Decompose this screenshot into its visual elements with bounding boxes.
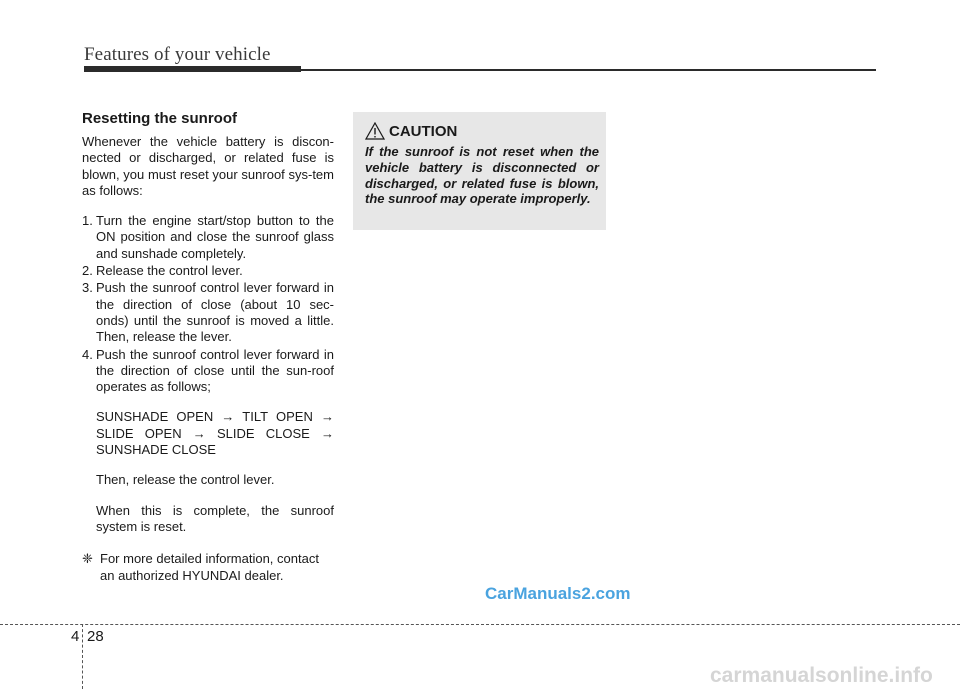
step-text: Push the sunroof control lever forward in the direction of close until the sun-roof operates as follows; (96, 346, 334, 395)
intro-paragraph: Whenever the vehicle battery is discon-nected or discharged, or related fuse is blown, you must reset your sunroof sys-tem as follows: (82, 134, 334, 198)
completion-text: When this is complete, the sunroof system is reset. (96, 502, 334, 534)
step-number: 1. (82, 213, 93, 229)
step-text: Release the control lever. (96, 263, 243, 279)
step-number: 2. (82, 263, 93, 279)
page-header-title: Features of your vehicle (84, 44, 271, 65)
caution-heading (365, 122, 457, 140)
watermark-bottom: carmanualsonline.info (710, 664, 933, 687)
list-item (82, 213, 334, 262)
caution-text: If the sunroof is not reset when the vehicle battery is disconnected or discharged, or related fuse is blown, the sunroof may operate improperly. (365, 144, 599, 207)
step-number: 4. (82, 346, 93, 362)
list-item (82, 263, 334, 279)
caution-title: CAUTION (389, 122, 458, 140)
note-symbol: ❈ (82, 551, 93, 567)
warning-triangle-icon (365, 122, 385, 140)
steps-list (82, 213, 334, 395)
step-number: 3. (82, 280, 93, 296)
note-text: For more detailed information, contact an authorized HYUNDAI dealer. (100, 551, 319, 583)
list-item (82, 347, 334, 396)
footer-rule (0, 624, 960, 625)
dealer-note (82, 551, 334, 584)
header-rule-thick (84, 66, 301, 72)
page-number: 28 (87, 628, 104, 645)
caution-box (353, 112, 606, 230)
footer-divider (82, 624, 83, 689)
step-text: Push the sunroof control lever forward in the direction of close (about 10 sec-onds) until the sunroof is moved a little. Then, release the lever. (96, 280, 334, 345)
release-instruction: Then, release the control lever. (96, 472, 275, 488)
section-heading: Resetting the sunroof (82, 110, 238, 127)
chapter-number: 4 (71, 628, 80, 645)
watermark-center: CarManuals2.com (485, 584, 631, 603)
header-rule-thin (301, 69, 876, 71)
list-item (82, 280, 334, 345)
step-text: Turn the engine start/stop button to the ON position and close the sunroof glass and sunshade completely. (96, 213, 334, 261)
left-column (82, 110, 334, 584)
operation-sequence: SUNSHADE OPEN → TILT OPEN → SLIDE OPEN → SLIDE CLOSE → SUNSHADE CLOSE (96, 409, 334, 458)
